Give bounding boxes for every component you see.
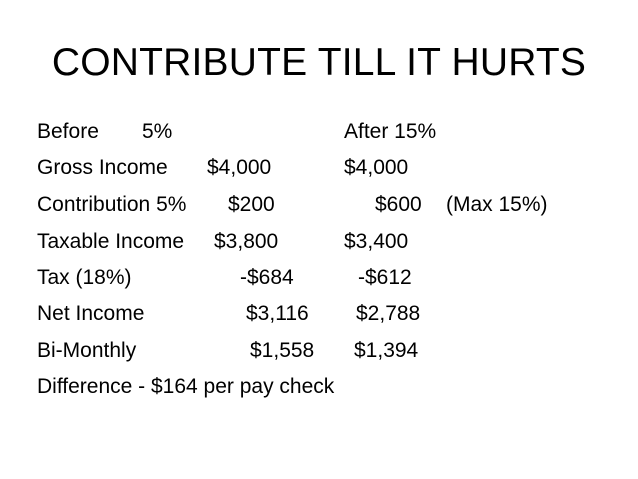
row-taxable-income-label: Taxable Income [37, 230, 185, 253]
slide-title: CONTRIBUTE TILL IT HURTS [51, 41, 587, 84]
row-header-before: 5% [142, 120, 173, 143]
row-contribution-before: $200 [228, 193, 275, 216]
row-net-income-before: $3,116 [246, 302, 309, 325]
row-gross-income-before: $4,000 [207, 156, 272, 179]
row-bi-monthly-after: $1,394 [354, 339, 419, 362]
row-taxable-income-after: $3,400 [344, 230, 409, 253]
row-gross-income-label: Gross Income [37, 156, 168, 179]
row-net-income-after: $2,788 [356, 302, 421, 325]
row-tax-before: -$684 [240, 266, 294, 289]
row-net-income-label: Net Income [37, 302, 145, 325]
row-contribution-note: (Max 15%) [446, 193, 548, 216]
row-bi-monthly-before: $1,558 [250, 339, 315, 362]
row-contribution-after: $600 [375, 193, 422, 216]
row-tax-after: -$612 [358, 266, 412, 289]
row-gross-income-after: $4,000 [344, 156, 409, 179]
row-contribution-label: Contribution 5% [37, 193, 187, 216]
difference-line: Difference - $164 per pay check [37, 375, 335, 398]
row-taxable-income-before: $3,800 [214, 230, 279, 253]
row-header-label: Before [37, 120, 99, 143]
row-header-after: After 15% [344, 120, 437, 143]
row-bi-monthly-label: Bi-Monthly [37, 339, 137, 362]
row-tax-label: Tax (18%) [37, 266, 132, 289]
